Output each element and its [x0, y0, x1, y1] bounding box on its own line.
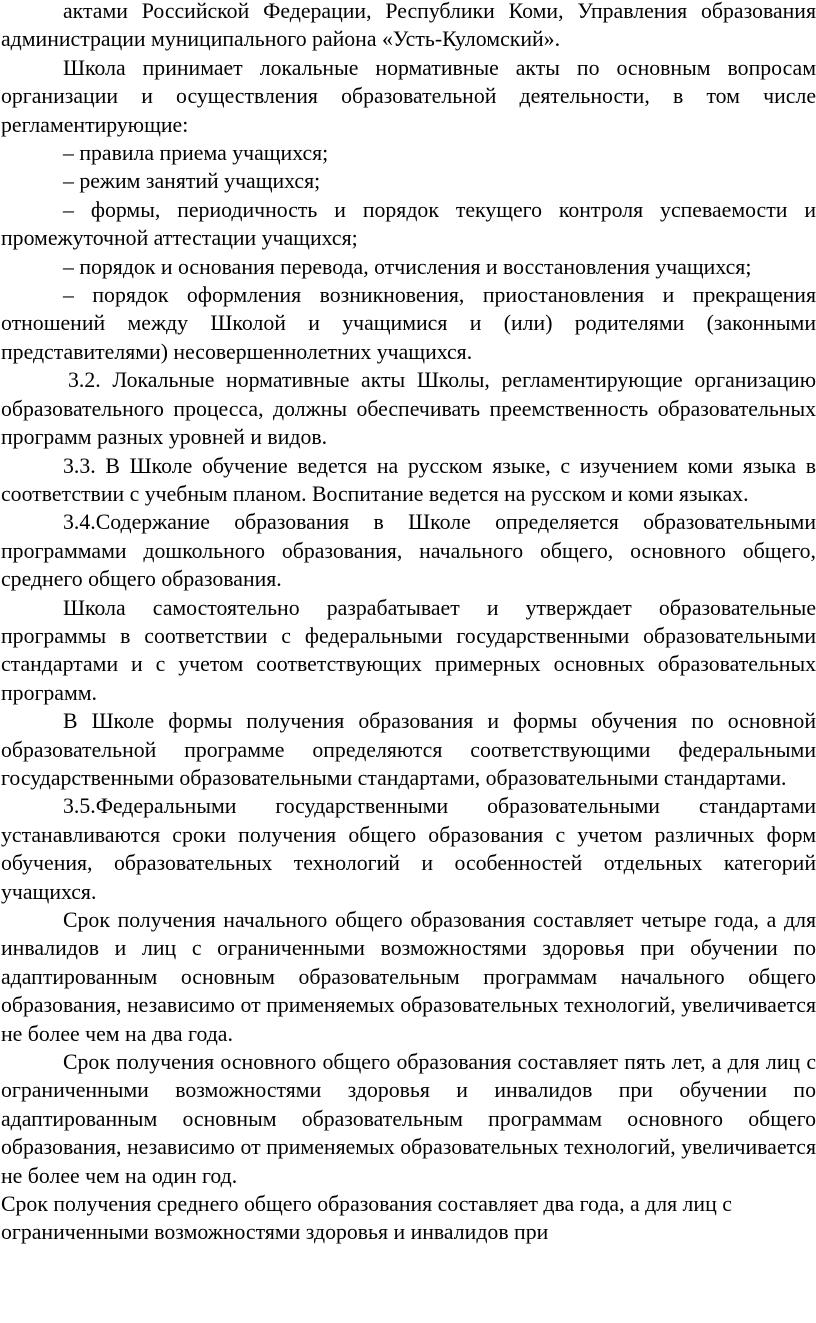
paragraph-programs-development: Школа самостоятельно разрабатывает и утверждает образовательные программы в соответствии с федеральными государственными образовательными стандартами и с учетом соответствующих примерных основных образовательных программ. [1, 595, 816, 705]
paragraph-primary-term: Срок получения начального общего образования составляет четыре года, а для инвалидов и лиц с ограниченными возможностями здоровья при обучении по адаптированным основным образовательным программам начального общего образования, независимо от применяемых образовательных технологий, увеличивается не более чем на два года. [1, 908, 816, 1046]
paragraph-3-4: 3.4.Содержание образования в Школе определяется образовательными программами дошкольного образования, начального общего, основного общего, среднего общего образования. [1, 510, 816, 592]
paragraph-secondary-term: Срок получения среднего общего образования составляет два года, а для лиц с ограниченными возможностями здоровья и инвалидов при [1, 1192, 732, 1245]
paragraph-local-acts: Школа принимает локальные нормативные акты по основным вопросам организации и осуществления образовательной деятельности, в том числе регламентирующие: [1, 55, 816, 137]
paragraph-3-2: 3.2. Локальные нормативные акты Школы, регламентирующие организацию образовательного процесса, должны обеспечивать преемственность образовательных программ разных уровней и видов. [1, 368, 816, 450]
list-item-relations: – порядок оформления возникновения, приостановления и прекращения отношений между Школой и учащимися и (или) родителями (законными представителями) несовершеннолетних учащихся. [1, 283, 816, 364]
paragraph-3-5: 3.5.Федеральными государственными образовательными стандартами устанавливаются сроки получения общего образования с учетом различных форм обучения, образовательных технологий и особенностей отдельных категорий учащихся. [1, 794, 816, 904]
paragraph-basic-term: Срок получения основного общего образования составляет пять лет, а для лиц с ограниченными возможностями здоровья и инвалидов при обучении по адаптированным основным образовательным программам основного общего образования, независимо от применяемых образовательных технологий, увеличивается не более чем на один год. [1, 1050, 816, 1188]
list-item-transfer-expulsion: – порядок и основания перевода, отчисления и восстановления учащихся; [63, 254, 752, 279]
paragraph-continuation: актами Российской Федерации, Республики Коми, Управления образования администрации муниципального района «Усть-Куломский». [1, 0, 816, 52]
list-item-study-schedule: – режим занятий учащихся; [63, 169, 321, 194]
paragraph-3-3: 3.3. В Школе обучение ведется на русском языке, с изучением коми языка в соответствии с учебным планом. Воспитание ведется на русском и коми языках. [1, 453, 816, 506]
list-item-assessment: – формы, периодичность и порядок текущего контроля успеваемости и промежуточной аттестации учащихся; [1, 197, 816, 251]
list-item-admission-rules: – правила приема учащихся; [63, 141, 329, 166]
paragraph-forms-of-education: В Школе формы получения образования и формы обучения по основной образовательной программе определяются соответствующими федеральными государственными образовательными стандартами, образовательными стандартами. [1, 709, 816, 790]
